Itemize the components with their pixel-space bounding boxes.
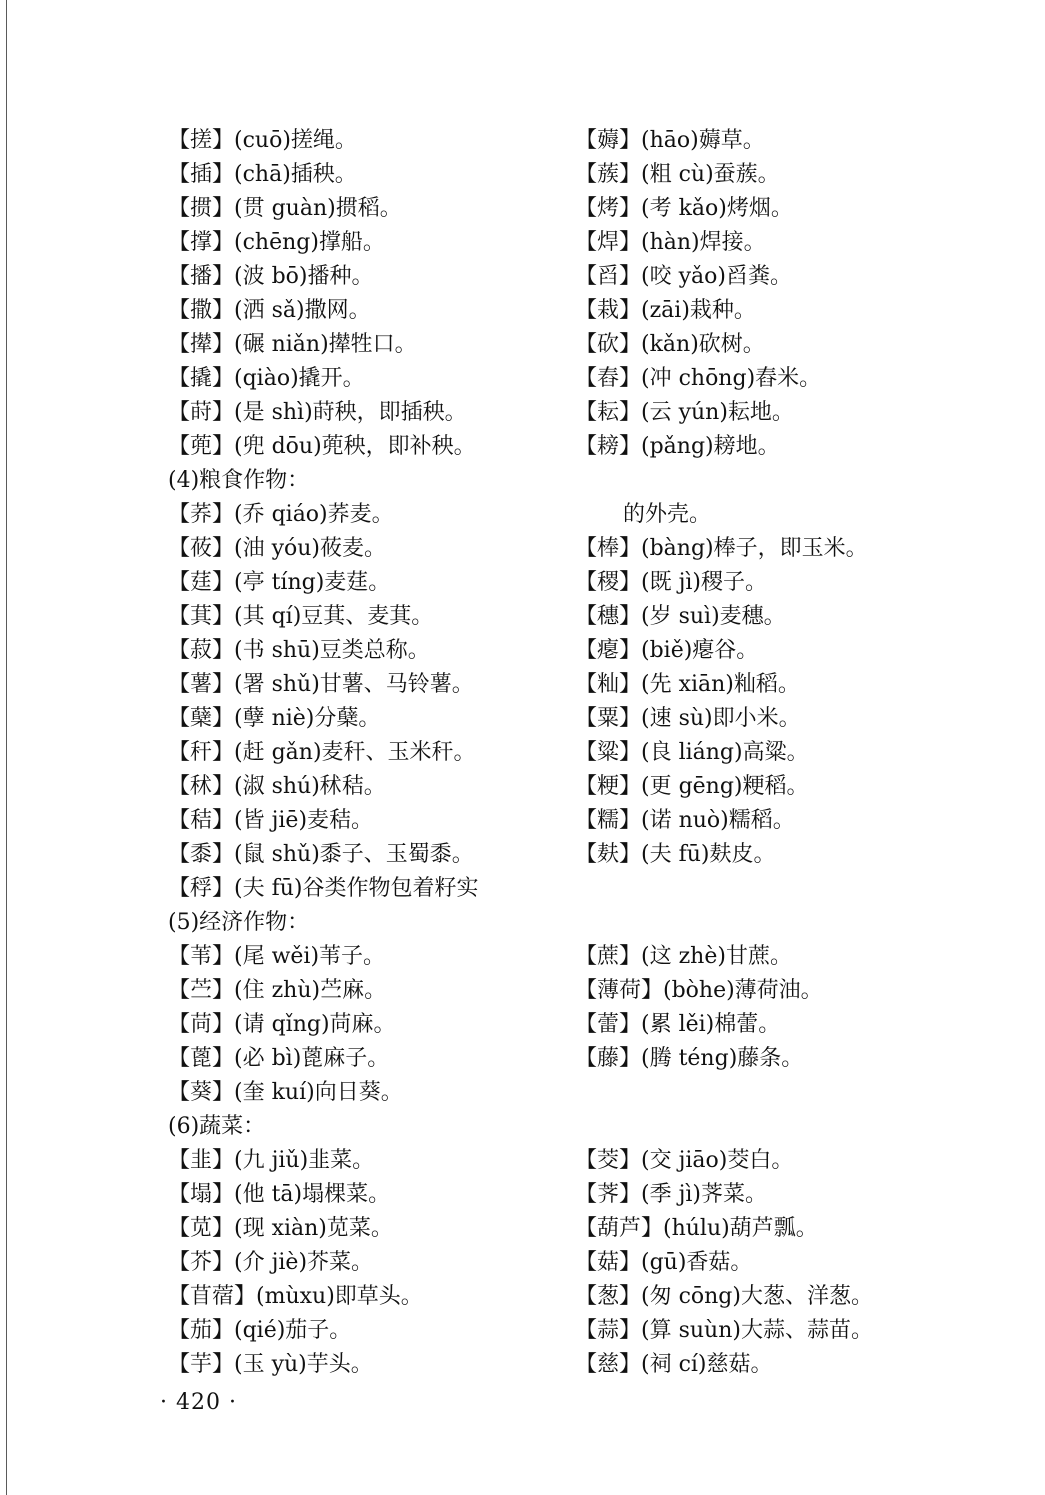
- entry-line: 【蒜】(算 suùn)大蒜、蒜苗。: [575, 1318, 873, 1343]
- entry-line: 【苇】(尾 wěi)苇子。: [168, 944, 386, 969]
- continuation-line: 的外壳。: [623, 502, 712, 527]
- entry-line: 【蘖】(孽 niè)分蘖。: [168, 706, 381, 731]
- entry-line: 【稷】(既 jì)稷子。: [575, 570, 768, 595]
- entry-line: 【撒】(洒 sǎ)撒网。: [168, 298, 371, 323]
- entry-line: 【茭】(交 jiāo)茭白。: [575, 1148, 794, 1173]
- entry-line: 【焊】(hàn)焊接。: [575, 230, 766, 255]
- entry-line: 【棒】(bàng)棒子，即玉米。: [575, 536, 868, 561]
- entry-line: 【荠】(季 jì)荠菜。: [575, 1182, 768, 1207]
- entry-line: 【薄荷】(bòhe)薄荷油。: [575, 978, 823, 1003]
- page-edge-line: [6, 0, 7, 1495]
- entry-line: 【葫芦】(húlu)葫芦瓢。: [575, 1216, 818, 1241]
- entry-line: 【秸】(皆 jiē)麦秸。: [168, 808, 374, 833]
- entry-line: 【蔸】(兜 dōu)蔸秧，即补秧。: [168, 434, 476, 459]
- entry-line: 【茄】(qié)茄子。: [168, 1318, 352, 1343]
- entry-line: 【撑】(chēng)撑船。: [168, 230, 385, 255]
- entry-line: 【莳】(是 shì)莳秧，即插秧。: [168, 400, 467, 425]
- entry-line: 【萁】(其 qí)豆萁、麦萁。: [168, 604, 434, 629]
- blank-line: [575, 464, 995, 498]
- entry-line: 【苎】(住 zhù)苎麻。: [168, 978, 387, 1003]
- entry-line: 【麸】(夫 fū)麸皮。: [575, 842, 776, 867]
- entry-line: 【蕾】(累 lěi)棉蕾。: [575, 1012, 781, 1037]
- entry-line: 【蔟】(粗 cù)蚕蔟。: [575, 162, 780, 187]
- entry-line: 【薯】(署 shǔ)甘薯、马铃薯。: [168, 672, 474, 697]
- entry-line: 【秆】(赶 gǎn)麦秆、玉米秆。: [168, 740, 476, 765]
- blank-line: [575, 872, 995, 906]
- entry-line: 【韭】(九 jiǔ)韭菜。: [168, 1148, 375, 1173]
- entry-line: 【芥】(介 jiè)芥菜。: [168, 1250, 374, 1275]
- entry-line: 【葱】(匆 cōng)大葱、洋葱。: [575, 1284, 873, 1309]
- section-heading: (6)蔬菜：: [168, 1114, 266, 1139]
- entry-line: 【苘】(请 qǐng)苘麻。: [168, 1012, 396, 1037]
- entry-line: 【薅】(hāo)薅草。: [575, 128, 765, 153]
- entry-line: 【菇】(gū)香菇。: [575, 1250, 753, 1275]
- section-heading: (4)粮食作物：: [168, 468, 310, 493]
- entry-line: 【瘪】(biě)瘪谷。: [575, 638, 759, 663]
- entry-line: 【莛】(亭 tíng)麦莛。: [168, 570, 391, 595]
- entry-line: 【掼】(贯 guàn)掼稻。: [168, 196, 402, 221]
- entry-line: 【粱】(良 liáng)高粱。: [575, 740, 809, 765]
- entry-line: 【蓖】(必 bì)蓖麻子。: [168, 1046, 390, 1071]
- entry-line: 【稃】(夫 fū)谷类作物包着籽实: [168, 876, 479, 901]
- entry-line: 【糯】(诺 nuò)糯稻。: [575, 808, 795, 833]
- entry-line: 【慈】(祠 cí)慈菇。: [575, 1352, 773, 1377]
- entry-line: 【莜】(油 yóu)莜麦。: [168, 536, 387, 561]
- entry-line: 【菽】(书 shū)豆类总称。: [168, 638, 430, 663]
- entry-line: 【籼】(先 xiān)籼稻。: [575, 672, 800, 697]
- entry-line: 【苋】(现 xiàn)苋菜。: [168, 1216, 393, 1241]
- right-column: [575, 124, 995, 1382]
- entry-line: 【搓】(cuō)搓绳。: [168, 128, 357, 153]
- entry-line: 【蔗】(这 zhè)甘蔗。: [575, 944, 792, 969]
- entry-line: 【芋】(玉 yù)芋头。: [168, 1352, 373, 1377]
- entry-line: 【苜蓿】(mùxu)即草头。: [168, 1284, 423, 1309]
- entry-line: 【舂】(冲 chōng)舂米。: [575, 366, 822, 391]
- entry-line: 【耘】(云 yún)耘地。: [575, 400, 794, 425]
- entry-line: 【黍】(鼠 shǔ)黍子、玉蜀黍。: [168, 842, 474, 867]
- entry-line: 【撬】(qiào)撬开。: [168, 366, 365, 391]
- entry-line: 【穗】(岁 suì)麦穗。: [575, 604, 786, 629]
- entry-line: 【秫】(淑 shú)秫秸。: [168, 774, 386, 799]
- entry-line: 【塌】(他 tā)塌棵菜。: [168, 1182, 391, 1207]
- blank-line: [575, 906, 995, 940]
- entry-line: 【撵】(碾 niǎn)撵牲口。: [168, 332, 417, 357]
- left-column: [168, 124, 568, 1382]
- entry-line: 【荞】(乔 qiáo)荞麦。: [168, 502, 394, 527]
- entry-line: 【播】(波 bō)播种。: [168, 264, 374, 289]
- entry-line: 【粳】(更 gēng)粳稻。: [575, 774, 809, 799]
- entry-line: 【插】(chā)插秧。: [168, 162, 357, 187]
- entry-line: 【葵】(奎 kuí)向日葵。: [168, 1080, 403, 1105]
- blank-line: [575, 1076, 995, 1110]
- section-heading: (5)经济作物：: [168, 910, 310, 935]
- entry-line: 【粟】(速 sù)即小米。: [575, 706, 801, 731]
- entry-line: 【烤】(考 kǎo)烤烟。: [575, 196, 793, 221]
- entry-line: 【耪】(pǎng)耪地。: [575, 434, 780, 459]
- blank-line: [575, 1110, 995, 1144]
- page-number: · 420 ·: [160, 1390, 237, 1415]
- entry-line: 【舀】(咬 yǎo)舀粪。: [575, 264, 792, 289]
- entry-line: 【砍】(kǎn)砍树。: [575, 332, 765, 357]
- entry-line: 【藤】(腾 téng)藤条。: [575, 1046, 804, 1071]
- entry-line: 【栽】(zāi)栽种。: [575, 298, 756, 323]
